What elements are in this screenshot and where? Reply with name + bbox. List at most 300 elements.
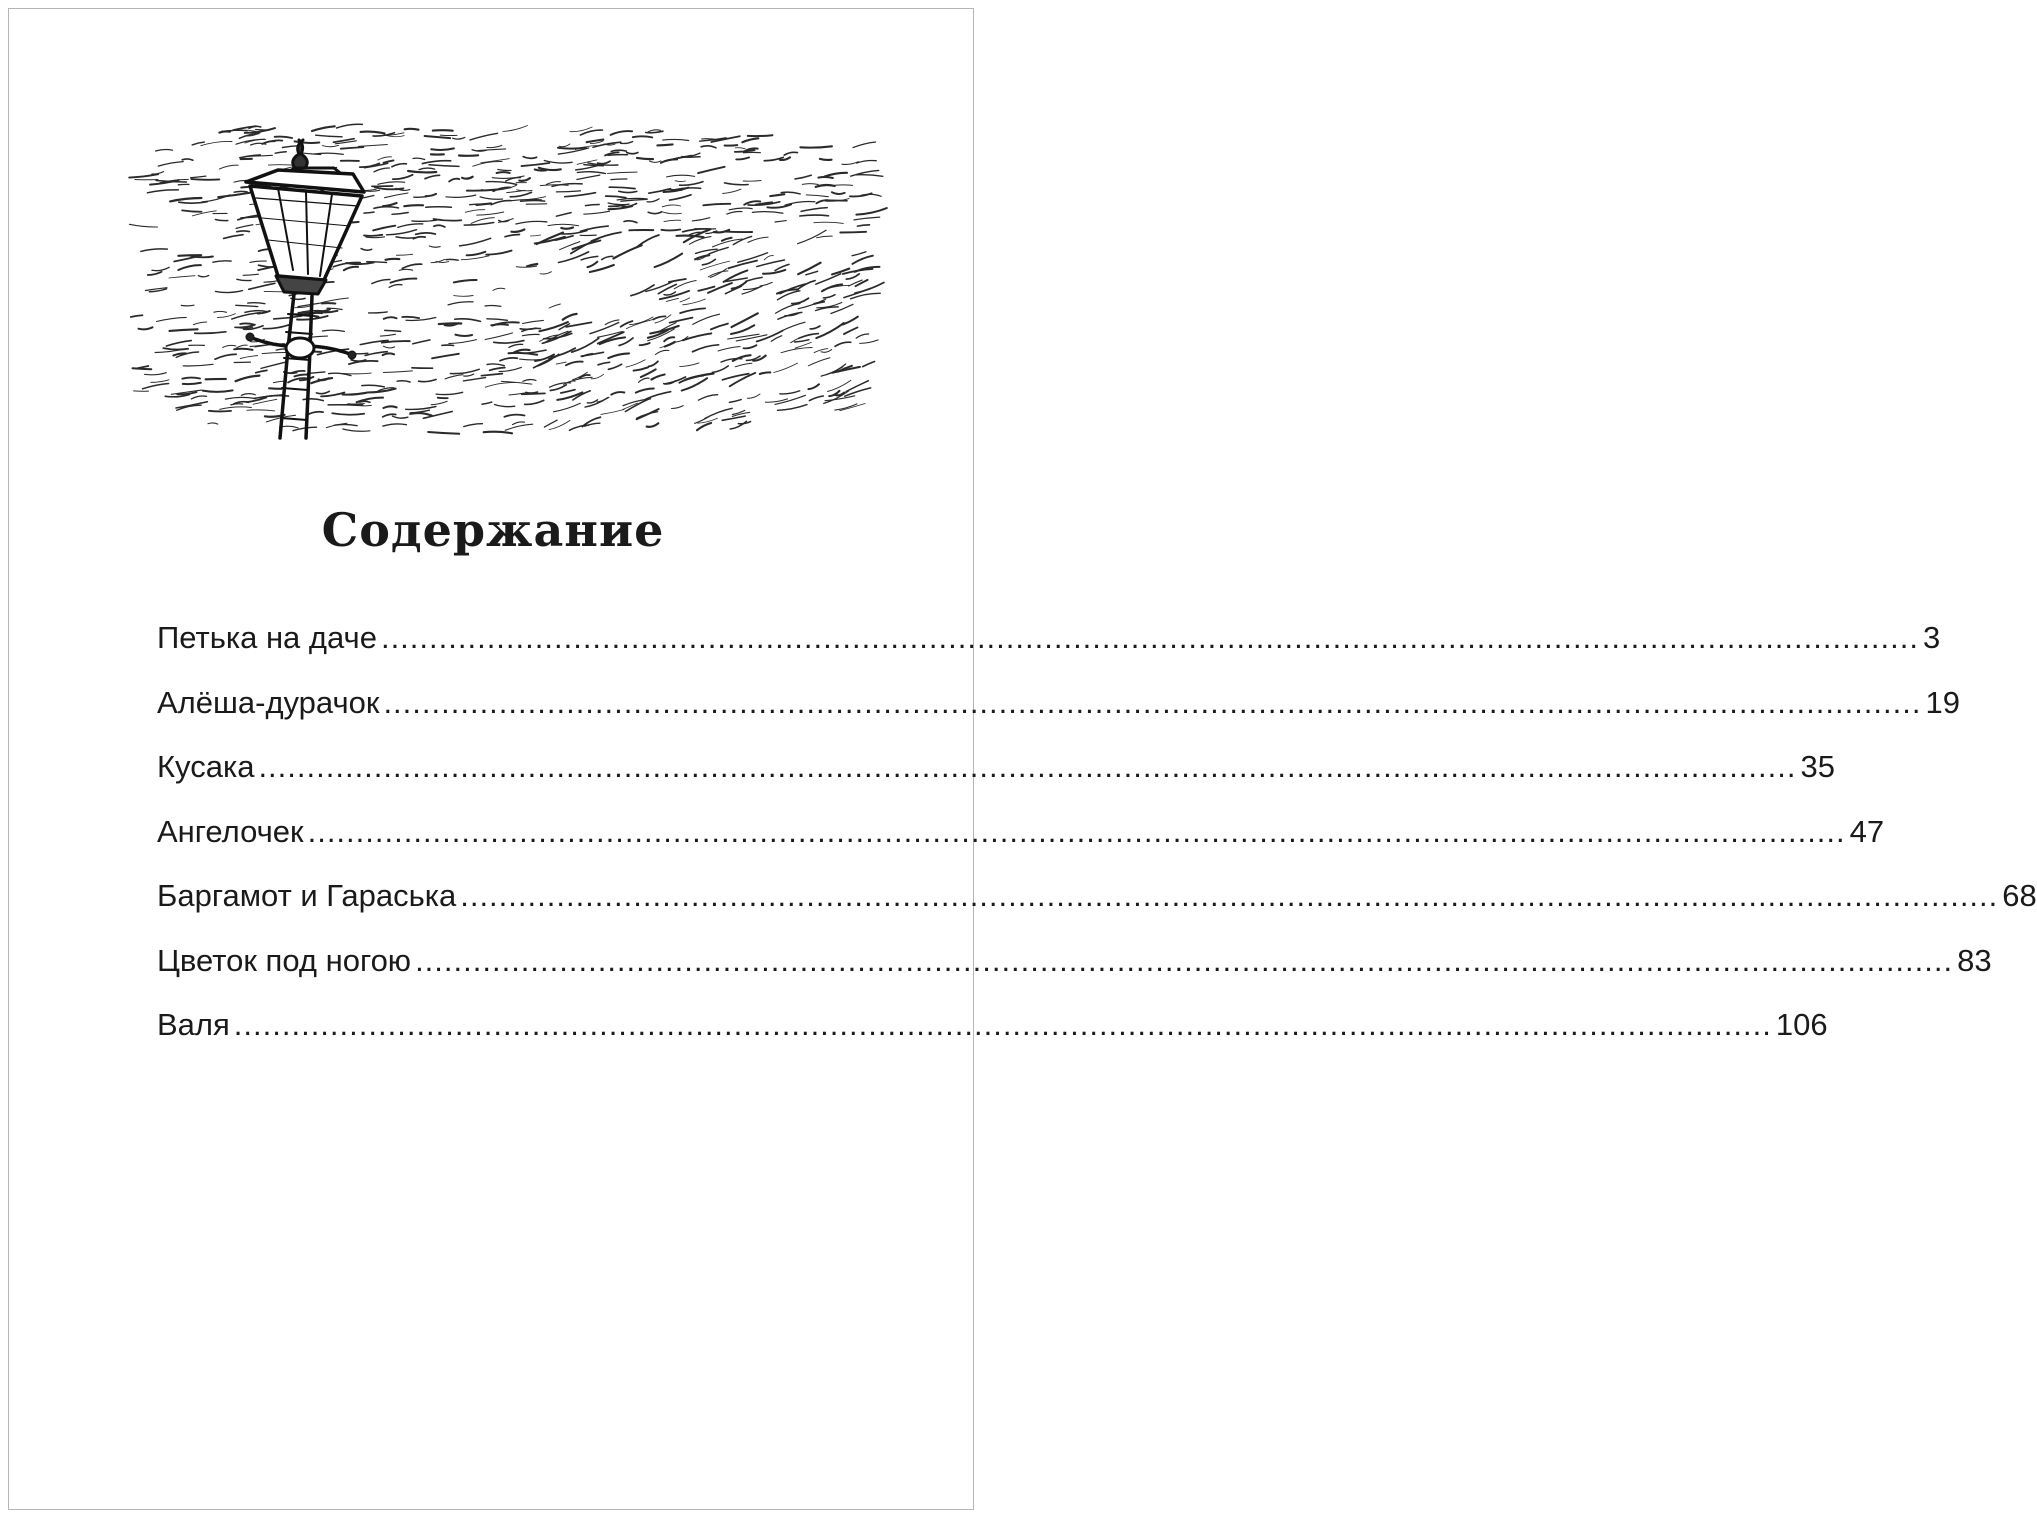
- snow-stroke: [307, 412, 323, 415]
- snow-stroke: [224, 235, 243, 239]
- snow-stroke: [558, 148, 586, 149]
- snow-stroke: [664, 292, 675, 295]
- snow-stroke: [191, 396, 206, 399]
- snow-stroke: [446, 195, 476, 197]
- snow-stroke: [825, 200, 847, 201]
- snow-stroke: [193, 322, 206, 325]
- toc-entry[interactable]: [157, 612, 1941, 677]
- snow-stroke: [425, 175, 440, 178]
- snow-stroke: [500, 358, 517, 361]
- snow-stroke: [495, 405, 515, 407]
- snow-stroke: [169, 276, 195, 278]
- snow-stroke: [203, 390, 233, 391]
- snow-stroke: [393, 416, 408, 418]
- snow-stroke: [748, 237, 768, 242]
- toc-entry-title: Петька на даче: [157, 620, 377, 655]
- toc-entry[interactable]: [157, 935, 1992, 1000]
- snow-stroke: [380, 334, 395, 336]
- snow-stroke: [498, 169, 511, 170]
- snow-stroke: [718, 347, 740, 352]
- snow-stroke: [219, 165, 238, 169]
- snow-stroke: [712, 366, 728, 373]
- snow-stroke: [410, 413, 432, 415]
- snow-stroke: [509, 353, 538, 355]
- snow-stroke: [559, 144, 570, 147]
- snow-stroke: [664, 220, 681, 221]
- toc-entry-title: Кусака: [157, 749, 255, 784]
- snow-stroke: [842, 162, 858, 165]
- snow-stroke: [693, 314, 720, 324]
- snow-stroke: [139, 327, 153, 329]
- snow-stroke: [556, 362, 566, 364]
- snow-stroke: [504, 415, 524, 417]
- toc-entry-title: Баргамот и Гараська: [157, 878, 457, 913]
- snow-stroke: [419, 379, 437, 381]
- snow-stroke: [129, 224, 157, 227]
- snow-stroke: [601, 410, 624, 415]
- snow-stroke: [156, 150, 173, 151]
- snow-stroke: [372, 279, 390, 283]
- snow-stroke: [384, 317, 397, 319]
- snow-stroke: [795, 340, 809, 342]
- dot-leader: ................................................................................................................................................................: [415, 942, 1954, 978]
- snow-stroke: [723, 189, 741, 193]
- snow-stroke: [383, 406, 396, 408]
- snow-stroke: [459, 155, 478, 156]
- snow-stroke: [702, 259, 715, 265]
- snow-stroke: [463, 378, 485, 381]
- snow-stroke: [670, 318, 693, 323]
- toc-entry[interactable]: [157, 999, 1828, 1064]
- snow-stroke: [391, 279, 417, 283]
- snow-stroke: [559, 252, 589, 263]
- snow-stroke: [608, 364, 621, 369]
- snow-stroke: [217, 314, 235, 318]
- snow-stroke: [590, 323, 619, 334]
- snow-stroke: [209, 411, 231, 412]
- toc-entry-page: 106: [1775, 1007, 1828, 1042]
- snow-stroke: [509, 344, 523, 347]
- snow-stroke: [485, 306, 501, 307]
- snow-stroke: [470, 133, 498, 140]
- snow-stroke: [429, 165, 459, 167]
- snow-stroke: [556, 213, 571, 217]
- snow-stroke: [343, 393, 367, 395]
- snow-stroke: [223, 345, 236, 347]
- snow-stroke: [431, 148, 454, 150]
- snow-stroke: [710, 269, 726, 278]
- snow-stroke: [386, 259, 400, 260]
- snow-stroke: [497, 172, 510, 173]
- snow-stroke: [455, 319, 481, 322]
- snow-stroke: [666, 298, 678, 301]
- snow-stroke: [572, 338, 599, 352]
- snow-stroke: [241, 394, 255, 396]
- snow-stroke: [402, 264, 421, 268]
- snow-stroke: [192, 142, 204, 145]
- snow-stroke: [621, 142, 633, 144]
- snow-stroke: [626, 360, 645, 367]
- snow-stroke: [816, 274, 841, 284]
- snow-stroke: [170, 198, 201, 201]
- snow-stroke: [621, 321, 633, 327]
- snow-stroke: [680, 298, 690, 302]
- snow-stroke: [220, 407, 252, 410]
- snow-stroke: [178, 265, 201, 270]
- snow-stroke: [402, 317, 419, 318]
- snow-stroke: [802, 184, 818, 185]
- snow-stroke: [549, 420, 570, 429]
- snow-stroke: [236, 305, 258, 306]
- snow-stroke: [343, 429, 370, 431]
- snow-stroke: [464, 374, 474, 376]
- snow-stroke: [520, 328, 536, 329]
- snow-stroke: [513, 422, 525, 425]
- snow-stroke: [722, 238, 732, 241]
- snow-stroke: [361, 249, 372, 251]
- snow-stroke: [747, 394, 760, 398]
- snow-stroke: [396, 237, 414, 238]
- snow-stroke: [809, 396, 823, 401]
- snow-stroke: [602, 256, 613, 259]
- snow-stroke: [748, 135, 773, 136]
- snow-stroke: [672, 406, 684, 409]
- snow-stroke: [477, 203, 492, 205]
- snow-stroke: [581, 256, 598, 260]
- snow-stroke: [701, 146, 716, 148]
- snow-stroke: [828, 380, 851, 391]
- snow-stroke: [236, 225, 253, 229]
- snow-stroke: [450, 369, 479, 373]
- snow-stroke: [362, 385, 385, 387]
- snow-stroke: [661, 230, 680, 231]
- snow-stroke: [392, 164, 407, 167]
- toc-entry-title: Ангелочек: [157, 813, 304, 849]
- snow-stroke: [485, 383, 514, 388]
- snow-stroke: [215, 354, 236, 359]
- snow-stroke: [544, 420, 557, 427]
- snow-stroke: [843, 317, 858, 325]
- snow-stroke: [445, 375, 463, 379]
- snow-stroke: [531, 235, 541, 236]
- snow-stroke: [784, 152, 797, 155]
- snow-stroke: [651, 375, 664, 380]
- toc-entry-title: Алёша-дурачок: [157, 684, 380, 720]
- snow-stroke: [514, 350, 529, 353]
- snow-stroke: [364, 235, 382, 236]
- snow-stroke: [703, 204, 730, 206]
- snow-stroke: [366, 237, 385, 238]
- snow-stroke: [698, 167, 725, 173]
- snow-stroke: [670, 195, 691, 200]
- snow-stroke: [637, 158, 653, 159]
- snow-stroke: [491, 201, 511, 205]
- snow-stroke: [148, 272, 162, 275]
- snow-stroke: [145, 373, 167, 375]
- snow-stroke: [195, 332, 226, 334]
- toc-entry[interactable]: [157, 677, 1960, 742]
- snow-stroke: [662, 205, 680, 207]
- snow-stroke: [621, 199, 647, 201]
- snow-stroke: [608, 353, 629, 358]
- snow-stroke: [361, 132, 385, 134]
- snow-stroke: [425, 136, 451, 138]
- snow-stroke: [291, 371, 305, 373]
- snow-stroke: [404, 205, 423, 206]
- snow-stroke: [455, 335, 472, 336]
- snow-stroke: [757, 260, 785, 267]
- snow-stroke: [743, 181, 761, 182]
- snow-stroke: [540, 272, 551, 274]
- snow-stroke: [131, 315, 143, 317]
- snow-stroke: [561, 390, 575, 393]
- snow-stroke: [523, 320, 544, 323]
- snow-stroke: [619, 338, 633, 346]
- snow-stroke: [234, 349, 252, 350]
- snow-stroke: [525, 400, 544, 404]
- snow-stroke: [383, 424, 407, 426]
- snow-stroke: [163, 348, 188, 349]
- snow-stroke: [634, 367, 649, 370]
- toc-entry-page: 83: [1957, 942, 1992, 978]
- toc-entry[interactable]: [157, 741, 1835, 806]
- snow-stroke: [426, 194, 437, 196]
- snow-stroke: [742, 286, 762, 294]
- snow-stroke: [385, 330, 401, 331]
- snow-stroke: [383, 371, 412, 373]
- snow-stroke: [405, 129, 419, 130]
- snow-stroke: [639, 378, 650, 382]
- snow-stroke: [413, 158, 425, 159]
- snow-stroke: [725, 183, 749, 185]
- snow-stroke: [464, 223, 494, 226]
- snow-stroke: [566, 362, 583, 366]
- snow-stroke: [494, 341, 524, 343]
- snow-stroke: [808, 384, 819, 389]
- snow-stroke: [728, 261, 757, 269]
- snow-stroke: [183, 364, 213, 366]
- snow-stroke: [611, 131, 633, 135]
- snow-stroke: [461, 256, 489, 260]
- snow-stroke: [606, 196, 626, 198]
- snow-stroke: [611, 392, 624, 395]
- snow-stroke: [640, 343, 650, 345]
- snow-stroke: [151, 380, 169, 383]
- snow-stroke: [392, 213, 408, 215]
- snow-stroke: [516, 221, 547, 224]
- snow-stroke: [462, 177, 473, 179]
- snow-stroke: [141, 249, 168, 251]
- snow-stroke: [627, 153, 638, 154]
- snow-stroke: [343, 373, 371, 374]
- snow-stroke: [655, 350, 669, 354]
- snow-stroke: [248, 303, 265, 304]
- snow-stroke: [250, 261, 266, 262]
- snow-stroke: [820, 159, 832, 160]
- snow-stroke: [584, 211, 610, 214]
- snow-stroke: [523, 334, 540, 335]
- snow-stroke: [729, 208, 752, 210]
- snow-stroke: [801, 208, 827, 212]
- snow-stroke: [344, 267, 358, 270]
- dot-leader: ................................................................................................................................................................: [383, 684, 1922, 720]
- snow-stroke: [775, 395, 806, 404]
- snow-stroke: [449, 179, 459, 182]
- snow-stroke: [633, 136, 652, 137]
- snow-stroke: [598, 161, 611, 164]
- snow-stroke: [591, 374, 604, 379]
- toc-entry[interactable]: [157, 806, 1885, 871]
- snow-stroke: [397, 381, 410, 382]
- snow-stroke: [215, 220, 227, 221]
- snow-stroke: [763, 270, 785, 274]
- snow-stroke: [795, 175, 811, 179]
- snow-stroke: [272, 140, 282, 141]
- snow-stroke: [454, 280, 477, 282]
- snow-stroke: [408, 171, 436, 172]
- snow-stroke: [218, 193, 250, 197]
- snow-stroke: [733, 236, 751, 244]
- snow-stroke: [548, 224, 579, 226]
- snow-stroke: [486, 182, 517, 185]
- snow-stroke: [449, 340, 477, 344]
- snow-stroke: [840, 404, 866, 411]
- snow-stroke: [546, 182, 560, 185]
- snow-stroke: [565, 193, 596, 197]
- snow-stroke: [436, 392, 463, 394]
- snow-stroke: [806, 195, 828, 197]
- snow-stroke: [744, 345, 757, 348]
- snow-stroke: [556, 191, 580, 192]
- snow-stroke: [191, 179, 219, 180]
- snow-stroke: [729, 400, 741, 403]
- snow-stroke: [649, 361, 658, 366]
- snow-stroke: [485, 333, 512, 340]
- snow-stroke: [611, 150, 626, 151]
- snow-stroke: [523, 157, 536, 159]
- toc-entry-page: 19: [1925, 684, 1960, 720]
- snow-stroke: [152, 267, 169, 270]
- snow-stroke: [647, 199, 659, 202]
- snow-stroke: [399, 269, 412, 270]
- snow-stroke: [439, 323, 462, 324]
- snow-stroke: [619, 191, 637, 192]
- toc-entry-page: 35: [1800, 749, 1835, 784]
- snow-stroke: [428, 432, 459, 434]
- snow-stroke: [448, 302, 473, 305]
- snow-stroke: [608, 172, 638, 173]
- snow-stroke: [249, 283, 275, 289]
- snow-stroke: [780, 391, 800, 394]
- snow-stroke: [378, 157, 392, 160]
- snow-stroke: [393, 175, 413, 179]
- snow-stroke: [658, 284, 676, 293]
- snow-stroke: [491, 324, 508, 325]
- snow-stroke: [274, 316, 302, 319]
- snow-stroke: [414, 197, 427, 198]
- snow-stroke: [742, 138, 758, 142]
- snow-stroke: [465, 210, 485, 213]
- snow-stroke: [240, 356, 257, 359]
- snow-stroke: [521, 200, 545, 201]
- snow-stroke: [725, 145, 738, 146]
- snow-stroke: [269, 388, 281, 389]
- snow-stroke: [166, 341, 191, 346]
- snow-stroke: [523, 380, 536, 382]
- snow-stroke: [648, 212, 661, 213]
- toc-entry[interactable]: [157, 870, 2037, 935]
- snow-stroke: [808, 358, 830, 366]
- snow-stroke: [464, 424, 483, 427]
- snow-stroke: [626, 319, 653, 328]
- snow-stroke: [413, 340, 430, 344]
- snow-stroke: [667, 175, 695, 177]
- snow-stroke: [383, 353, 394, 355]
- snow-stroke: [263, 325, 289, 329]
- snow-stroke: [264, 281, 279, 283]
- snow-stroke: [577, 172, 605, 174]
- snow-stroke: [563, 314, 577, 320]
- snow-stroke: [359, 145, 388, 147]
- snow-stroke: [422, 161, 450, 164]
- snow-stroke: [572, 241, 600, 249]
- snow-stroke: [237, 231, 250, 232]
- snow-stroke: [397, 254, 413, 255]
- snow-stroke: [800, 215, 829, 216]
- snow-stroke: [202, 195, 230, 202]
- snow-stroke: [649, 161, 661, 162]
- snow-stroke: [486, 251, 511, 255]
- snow-stroke: [383, 203, 397, 206]
- snow-stroke: [482, 402, 492, 404]
- snow-stroke: [158, 162, 183, 167]
- page-title: Содержание: [321, 503, 665, 557]
- snow-stroke: [426, 207, 452, 208]
- snow-stroke: [581, 226, 609, 231]
- snow-stroke: [182, 210, 202, 211]
- snow-stroke: [835, 342, 851, 346]
- snow-stroke: [311, 378, 332, 383]
- snow-stroke: [505, 235, 519, 237]
- snow-stroke: [647, 423, 659, 427]
- snow-stroke: [675, 181, 685, 182]
- snow-stroke: [487, 319, 508, 321]
- snow-stroke: [454, 296, 473, 297]
- snow-stroke: [764, 256, 773, 260]
- snow-stroke: [550, 383, 571, 387]
- snow-stroke: [322, 330, 344, 331]
- snow-stroke: [275, 152, 286, 153]
- snow-stroke: [398, 224, 423, 228]
- snow-stroke: [261, 362, 285, 368]
- toc-entry-page: 3: [1923, 620, 1941, 655]
- snow-stroke: [208, 423, 218, 424]
- snow-stroke: [823, 295, 835, 298]
- snow-stroke: [191, 176, 206, 178]
- snow-stroke: [385, 193, 408, 198]
- snow-stroke: [225, 397, 255, 399]
- snow-stroke: [700, 261, 730, 270]
- snow-stroke: [613, 245, 641, 258]
- snow-stroke: [364, 212, 374, 213]
- snow-stroke: [775, 264, 789, 270]
- snow-stroke: [655, 254, 683, 268]
- snow-stroke: [453, 137, 465, 139]
- snow-stroke: [735, 148, 745, 149]
- snow-stroke: [624, 221, 637, 223]
- snow-stroke: [412, 220, 440, 222]
- snow-stroke: [590, 265, 614, 272]
